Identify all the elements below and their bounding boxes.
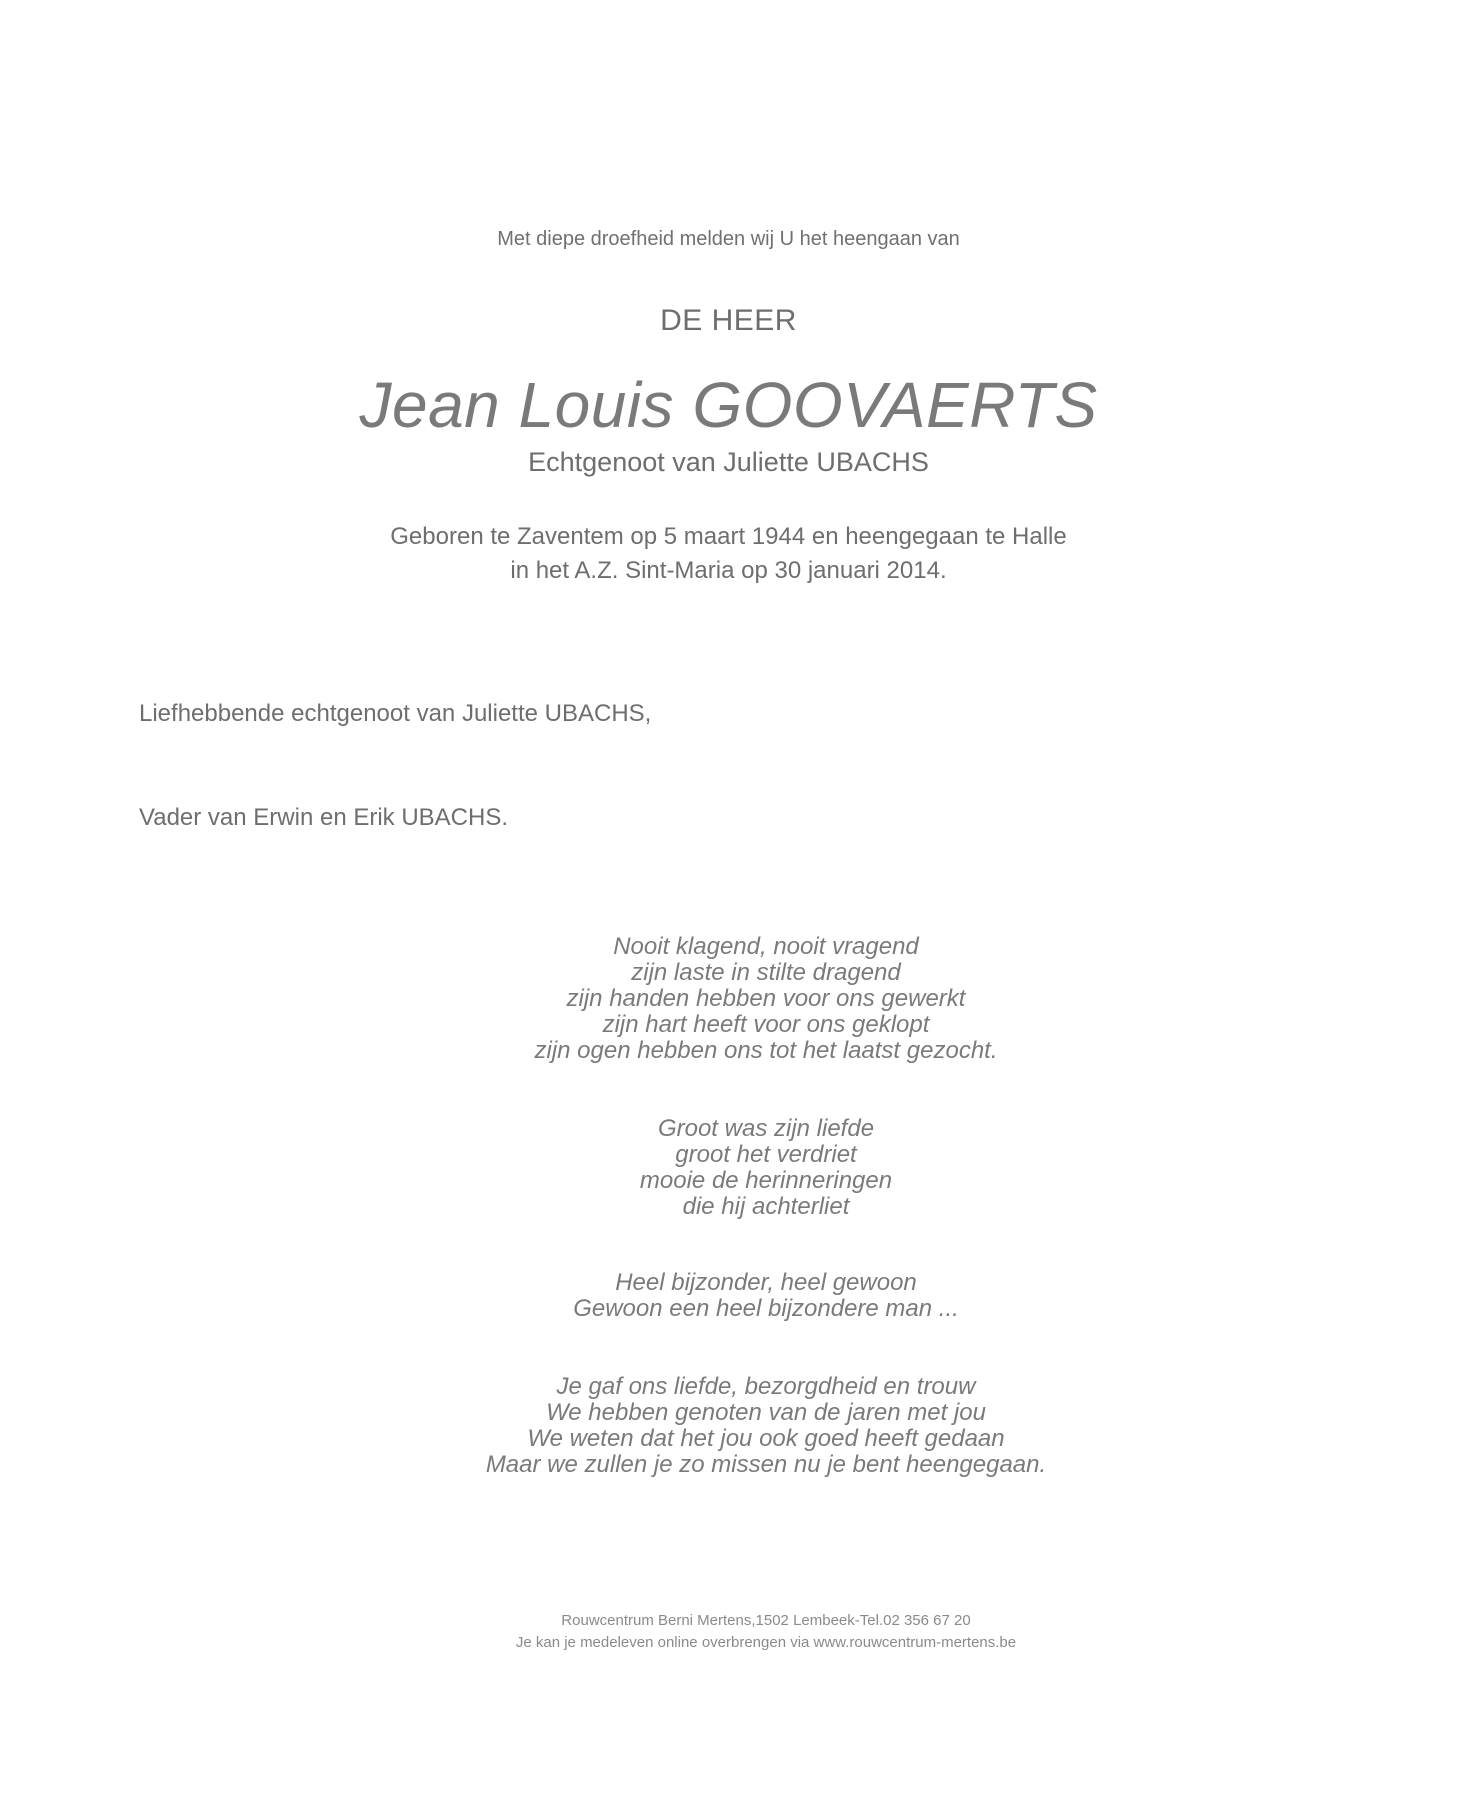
spouse-subtitle: Echtgenoot van Juliette UBACHS	[528, 447, 929, 477]
poem-line: zijn hart heeft voor ons geklopt	[602, 1011, 930, 1038]
poem-stanza-3	[466, 1270, 1066, 1322]
birth-death-dates	[0, 520, 1457, 588]
poem-line: groot het verdriet	[675, 1141, 857, 1168]
poem-line: zijn ogen hebben ons tot het laatst gezocht.	[534, 1037, 998, 1064]
deceased-name: Jean Louis GOOVAERTS	[359, 369, 1098, 441]
poem-stanza-4	[466, 1374, 1066, 1478]
poem-line: We weten dat het jou ook goed heeft gedaan	[527, 1425, 1005, 1452]
online-condolence-note: Je kan je medeleven online overbrengen via www.rouwcentrum-mertens.be	[515, 1634, 1017, 1651]
poem-line: Maar we zullen je zo missen nu je bent heengegaan.	[485, 1451, 1047, 1478]
poem-line: Heel bijzonder, heel gewoon	[615, 1269, 917, 1296]
family-line-spouse: Liefhebbende echtgenoot van Juliette UBACHS,	[139, 700, 652, 727]
poem-line: zijn handen hebben voor ons gewerkt	[566, 985, 966, 1012]
dates-line-2: in het A.Z. Sint-Maria op 30 januari 2014.	[510, 557, 947, 584]
poem-line: Je gaf ons liefde, bezorgdheid en trouw	[556, 1373, 976, 1400]
honorific-title: DE HEER	[660, 304, 797, 337]
poem-line: Nooit klagend, nooit vragend	[613, 933, 919, 960]
intro-text: Met diepe droefheid melden wij U het heengaan van	[497, 228, 960, 250]
poem-line: mooie de herinneringen	[639, 1167, 893, 1194]
poem-line: zijn laste in stilte dragend	[631, 959, 901, 986]
poem-line: Gewoon een heel bijzondere man ...	[573, 1295, 959, 1322]
poem-stanza-1	[466, 934, 1066, 1064]
poem-line: Groot was zijn liefde	[657, 1115, 875, 1142]
poem-line: die hij achterliet	[682, 1193, 850, 1220]
family-line-children: Vader van Erwin en Erik UBACHS.	[139, 804, 509, 831]
funeral-home-contact: Rouwcentrum Berni Mertens,1502 Lembeek-Tel.02 356 67 20	[561, 1612, 971, 1629]
dates-line-1: Geboren te Zaventem op 5 maart 1944 en heengegaan te Halle	[390, 523, 1067, 550]
poem-stanza-2	[466, 1116, 1066, 1220]
poem-line: We hebben genoten van de jaren met jou	[546, 1399, 986, 1426]
